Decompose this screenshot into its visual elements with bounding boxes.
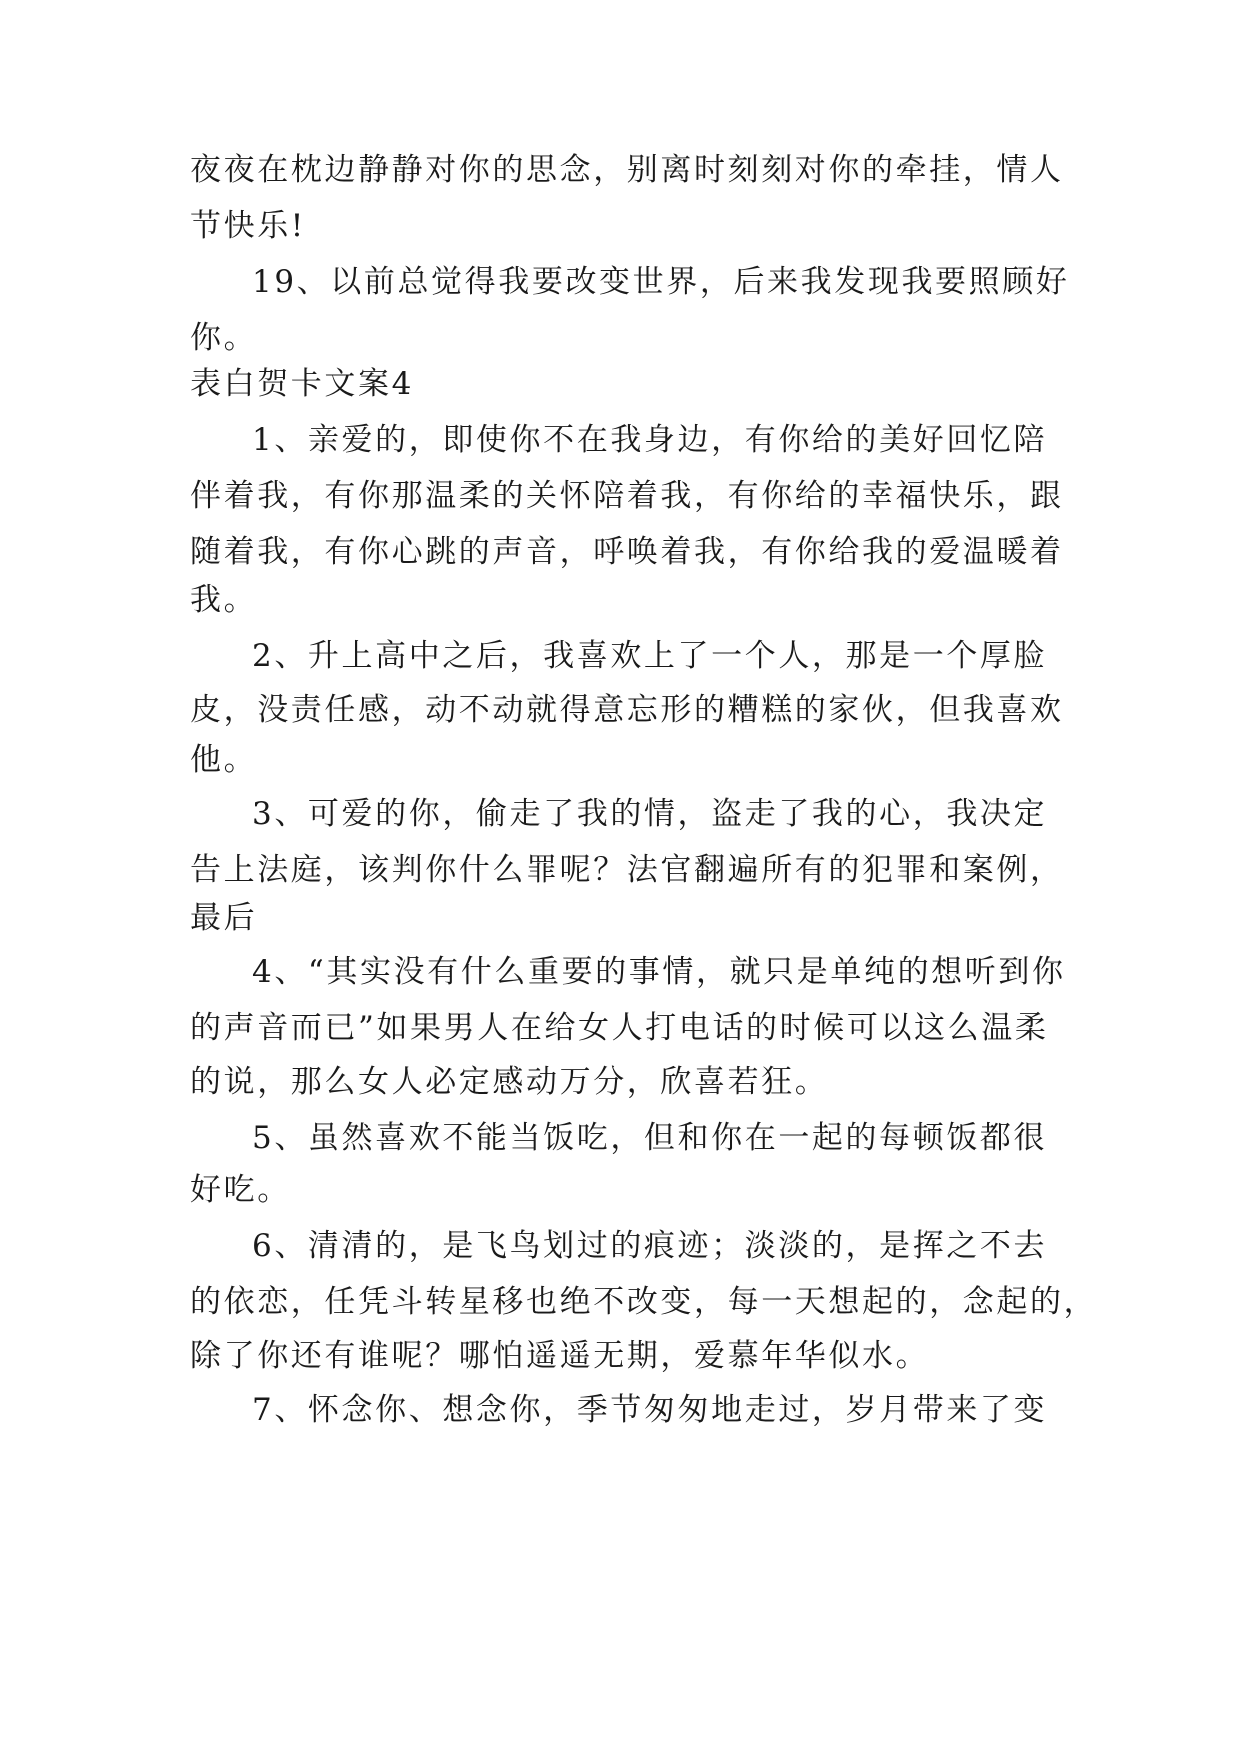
text-line: 他。: [190, 742, 258, 778]
text-line: 除了你还有谁呢？哪怕遥遥无期，爱慕年华似水。: [190, 1338, 930, 1374]
text-line: 夜夜在枕边静静对你的思念，别离时刻刻对你的牵挂，情人: [190, 152, 1064, 188]
text-line: 你。: [190, 320, 258, 356]
list-item-6: 6、清清的，是飞鸟划过的痕迹；淡淡的，是挥之不去: [252, 1228, 1048, 1264]
list-item-19: 19、以前总觉得我要改变世界，后来我发现我要照顾好: [252, 264, 1070, 300]
text-line: 节快乐!: [190, 208, 306, 244]
list-item-4: 4、“其实没有什么重要的事情，就只是单纯的想听到你: [252, 954, 1066, 990]
list-item-2: 2、升上高中之后，我喜欢上了一个人，那是一个厚脸: [252, 638, 1048, 674]
text-line: 的声音而已”如果男人在给女人打电话的时候可以这么温柔: [190, 1010, 1049, 1046]
text-line: 随着我，有你心跳的声音，呼唤着我，有你给我的爱温暖着: [190, 534, 1064, 570]
list-item-1: 1、亲爱的，即使你不在我身边，有你给的美好回忆陪: [252, 422, 1048, 458]
text-line: 的说，那么女人必定感动万分，欣喜若狂。: [190, 1064, 829, 1100]
list-item-5: 5、虽然喜欢不能当饭吃，但和你在一起的每顿饭都很: [252, 1120, 1048, 1156]
section-heading: 表白贺卡文案4: [190, 366, 414, 402]
list-item-3: 3、可爱的你，偷走了我的情，盗走了我的心，我决定: [252, 796, 1048, 832]
text-line: 我。: [190, 582, 258, 618]
text-line: 皮，没责任感，动不动就得意忘形的糟糕的家伙，但我喜欢: [190, 692, 1064, 728]
text-line: 告上法庭，该判你什么罪呢？法官翻遍所有的犯罪和案例，: [190, 852, 1064, 888]
text-line: 的依恋，任凭斗转星移也绝不改变，每一天想起的，念起的，: [190, 1284, 1098, 1320]
text-line: 好吃。: [190, 1172, 291, 1208]
list-item-7: 7、怀念你、想念你，季节匆匆地走过，岁月带来了变: [252, 1392, 1048, 1428]
text-line: 伴着我，有你那温柔的关怀陪着我，有你给的幸福快乐，跟: [190, 478, 1064, 514]
text-line: 最后: [190, 900, 258, 936]
